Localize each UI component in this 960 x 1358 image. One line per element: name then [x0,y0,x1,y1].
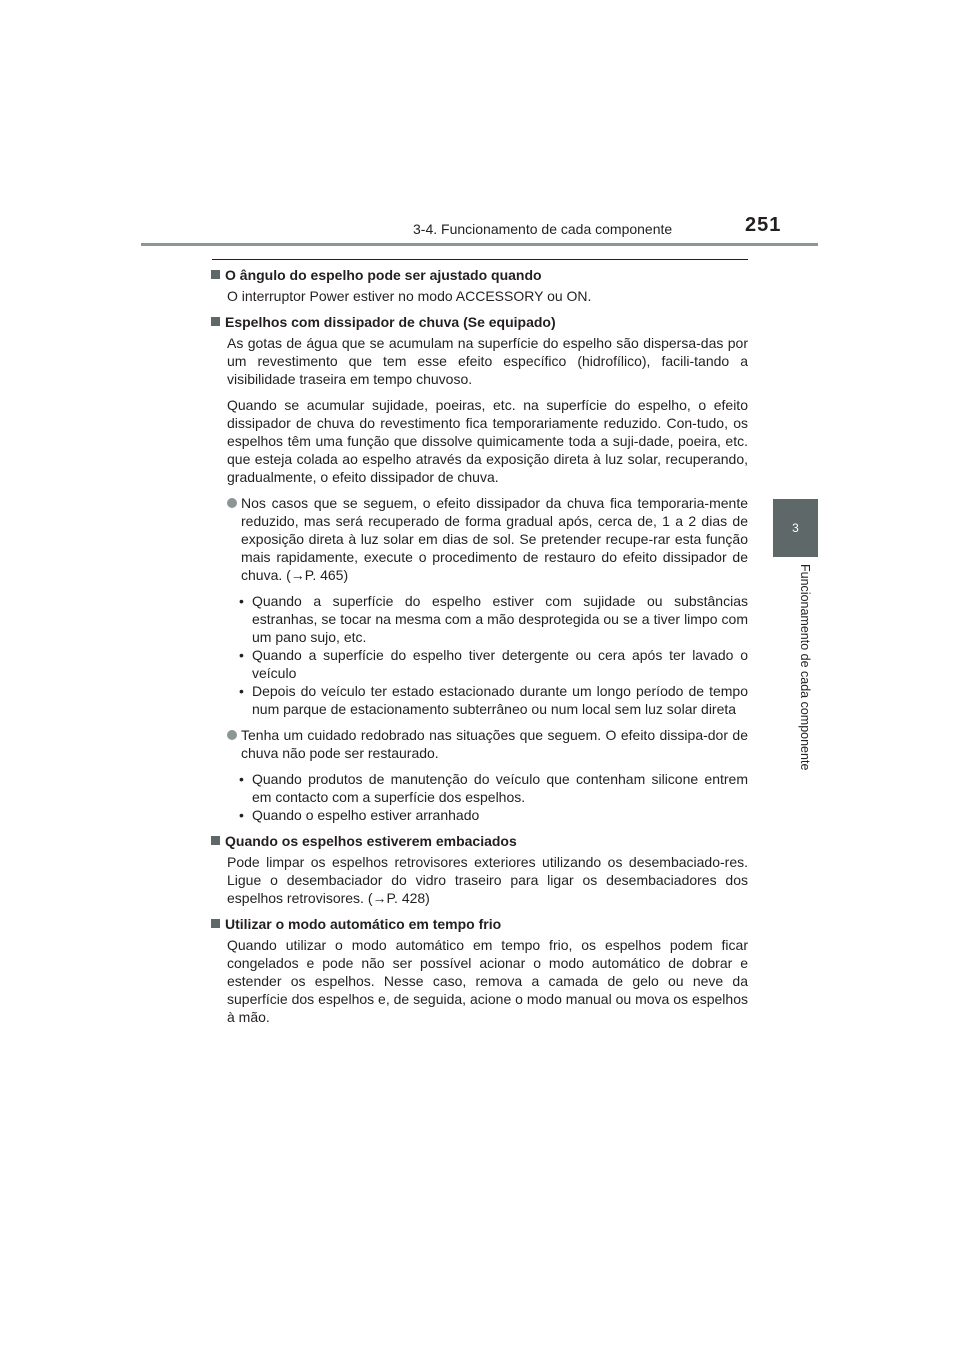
sub-list-item: • Quando a superfície do espelho estiver com sujidade ou substâncias estranhas, se tocar na mesma com a mão desprotegida ou se a tiver limpo com um pano sujo, etc. [239,593,748,645]
section-heading: Espelhos com dissipador de chuva (Se equipado) [211,313,748,331]
chapter-tab-number: 3 [792,521,799,535]
section-heading: Utilizar o modo automático em tempo frio [211,915,748,933]
paragraph: O interruptor Power estiver no modo ACCESSORY ou ON. [227,288,592,304]
sub-list-item: • Quando produtos de manutenção do veículo que contenham silicone entrem em contacto com a superfície dos espelhos. [239,771,748,805]
section-heading: O ângulo do espelho pode ser ajustado quando [211,266,748,284]
circle-bullet-icon [227,730,237,740]
sub-list [239,592,748,718]
section-title: 3-4. Funcionamento de cada componente [413,221,673,237]
paragraph: As gotas de água que se acumulam na superfície do espelho são dispersa-das por um revestimento que tem esse efeito específico (hidrofílico), facili-tando a visibilidade traseira em tempo chuvoso. [227,335,748,387]
sub-list-item: • Quando a superfície do espelho tiver detergente ou cera após ter lavado o veículo [239,647,748,681]
sub-list [239,770,748,824]
square-bullet-icon [211,317,220,326]
square-bullet-icon [211,919,220,928]
paragraph: Quando se acumular sujidade, poeiras, etc. na superfície do espelho, o efeito dissipador de chuva do revestimento fica temporariamente reduzido. Con-tudo, os espelhos têm uma função que dissolve quimicamente toda a suji-dade, poeira, etc. que esteja colada ao espelho através da exposição direta à luz solar, recuperando, gradualmente, o efeito dissipador de chuva. [227,397,748,485]
paragraph: Pode limpar os espelhos retrovisores exteriores utilizando os desembaciado-res. Ligue o desembaciador do vidro traseiro para ligar os desembaciadores dos espelhos retrovisores. (→P. 428) [227,854,748,906]
chapter-tab-label: Funcionamento de cada componente [798,564,812,771]
content-divider [212,259,748,260]
square-bullet-icon [211,270,220,279]
header-divider [141,243,818,246]
square-bullet-icon [211,836,220,845]
page-content [211,266,748,1026]
circle-bullet-icon [227,498,237,508]
list-item: Tenha um cuidado redobrado nas situações que seguem. O efeito dissipa-dor de chuva não pode ser restaurado. [227,726,748,762]
page-number: 251 [745,214,782,236]
paragraph: Quando utilizar o modo automático em tempo frio, os espelhos podem ficar congelados e pode não ser possível acionar o modo automático de dobrar e estender os espelhos. Nesse caso, remova a camada de gelo ou neve da superfície dos espelhos e, de seguida, acione o modo manual ou mova os espelhos à mão. [227,937,748,1025]
sub-list-item: • Depois do veículo ter estado estacionado durante um longo período de tempo num parque de estacionamento subterrâneo ou num local sem luz solar direta [239,683,748,717]
sub-list-item: • Quando o espelho estiver arranhado [239,807,480,823]
list-item: Nos casos que se seguem, o efeito dissipador da chuva fica temporaria-mente reduzido, mas será recuperado de forma gradual após, cerca de, 1 a 2 dias de exposição direta à luz solar em dias de sol. Se pretender recupe-rar esta função mais rapidamente, execute o procedimento de restauro do efeito dissipador de chuva. (→P. 465) [227,494,748,584]
section-heading: Quando os espelhos estiverem embaciados [211,832,748,850]
